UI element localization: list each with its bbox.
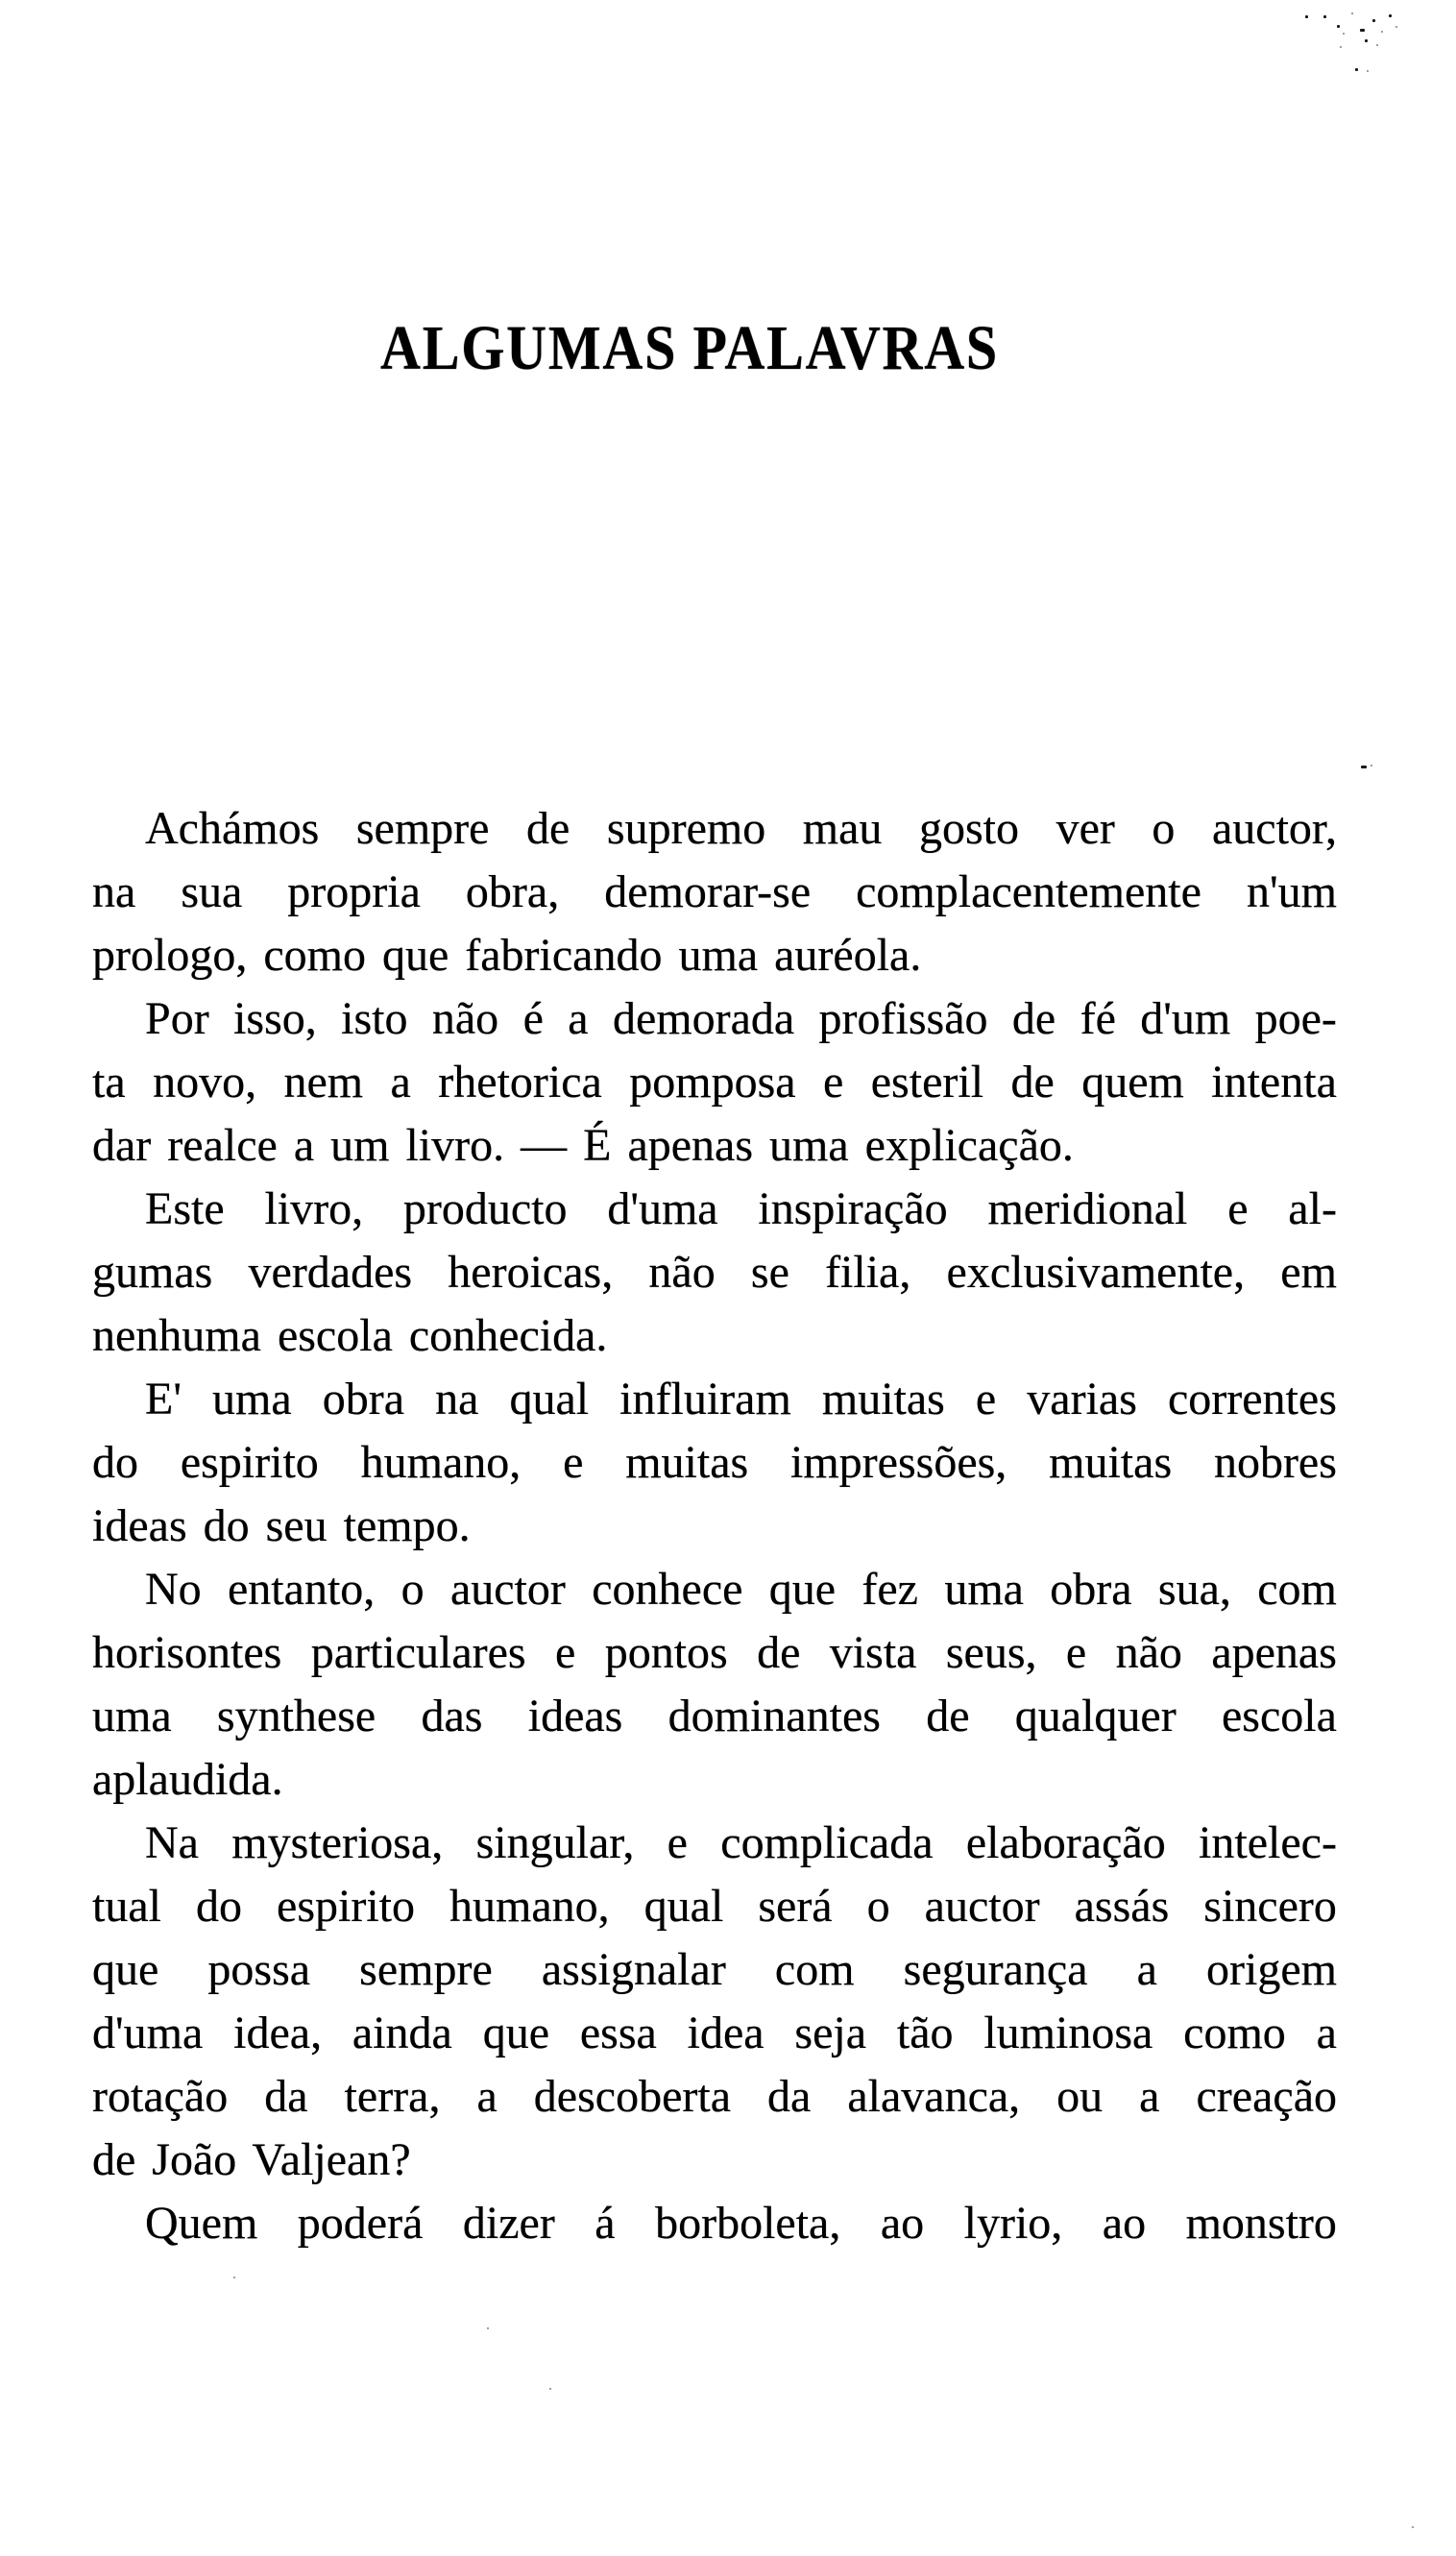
scan-speck [1371, 765, 1372, 767]
scan-speck [1360, 29, 1365, 32]
scan-speck [549, 2388, 551, 2390]
paragraph [92, 1178, 1337, 1368]
scan-speck [1389, 14, 1392, 17]
text-line: ideas do seu tempo. [92, 1500, 471, 1551]
body-text [92, 797, 1337, 2255]
scan-speck [1323, 15, 1326, 18]
scan-speck [1381, 31, 1383, 33]
text-line: aplaudida. [92, 1754, 283, 1805]
scan-speck [1376, 44, 1378, 46]
text-line: nenhuma escola conhecida. [92, 1310, 608, 1361]
scan-speck [1337, 25, 1340, 28]
paragraph [92, 797, 1337, 987]
scan-speck [1412, 2526, 1414, 2528]
text-line: E' uma obra na qual influiram muitas e varias correntes [145, 1374, 1337, 1424]
text-line: Este livro, producto d'uma inspiração meridional e al- [145, 1183, 1337, 1234]
text-line: na sua propria obra, demorar-se complacentemente n'um [92, 866, 1337, 917]
scan-speck [233, 2276, 235, 2278]
paragraph [92, 2192, 1337, 2255]
text-line: de João Valjean? [92, 2134, 411, 2185]
scan-speck [487, 2327, 489, 2329]
scan-speck [1361, 766, 1367, 768]
scan-speck [1365, 39, 1368, 42]
paragraph [92, 1368, 1337, 1558]
scan-speck [1367, 70, 1369, 72]
text-line: tual do espirito humano, qual será o auctor assás sincero [92, 1881, 1337, 1932]
scan-speck [1305, 15, 1308, 18]
text-line: No entanto, o auctor conhece que fez uma obra sua, com [145, 1564, 1337, 1615]
paragraph [92, 987, 1337, 1178]
text-line: ta novo, nem a rhetorica pomposa e esteril de quem intenta [92, 1057, 1337, 1108]
text-line: que possa sempre assignalar com segurança a origem [92, 1944, 1337, 1995]
text-line: gumas verdades heroicas, não se filia, exclusivamente, em [92, 1247, 1337, 1298]
scan-speck [1340, 46, 1342, 48]
text-line: prologo, como que fabricando uma auréola. [92, 930, 922, 981]
text-line: Achámos sempre de supremo mau gosto ver o auctor, [145, 803, 1337, 854]
scan-speck [1343, 33, 1345, 35]
scan-speck [1372, 19, 1375, 22]
text-line: Quem poderá dizer á borboleta, ao lyrio, ao monstro [145, 2198, 1337, 2249]
scan-speck [1355, 68, 1358, 71]
scan-speck [1395, 26, 1397, 28]
text-line: horisontes particulares e pontos de vista seus, e não apenas [92, 1627, 1337, 1678]
paragraph [92, 1558, 1337, 1812]
text-line: rotação da terra, a descoberta da alavanca, ou a creação [92, 2071, 1337, 2122]
text-line: Por isso, isto não é a demorada profissão de fé d'um poe- [145, 993, 1337, 1044]
scan-speck [1351, 12, 1353, 14]
page-title: ALGUMAS PALAVRAS [380, 313, 999, 383]
text-line: uma synthese das ideas dominantes de qualquer escola [92, 1691, 1337, 1741]
text-line: dar realce a um livro. — É apenas uma explicação. [92, 1120, 1074, 1171]
paragraph [92, 1812, 1337, 2192]
text-line: d'uma idea, ainda que essa idea seja tão luminosa como a [92, 2008, 1337, 2058]
text-line: Na mysteriosa, singular, e complicada elaboração intelec- [145, 1817, 1337, 1868]
text-line: do espirito humano, e muitas impressões, muitas nobres [92, 1437, 1337, 1488]
